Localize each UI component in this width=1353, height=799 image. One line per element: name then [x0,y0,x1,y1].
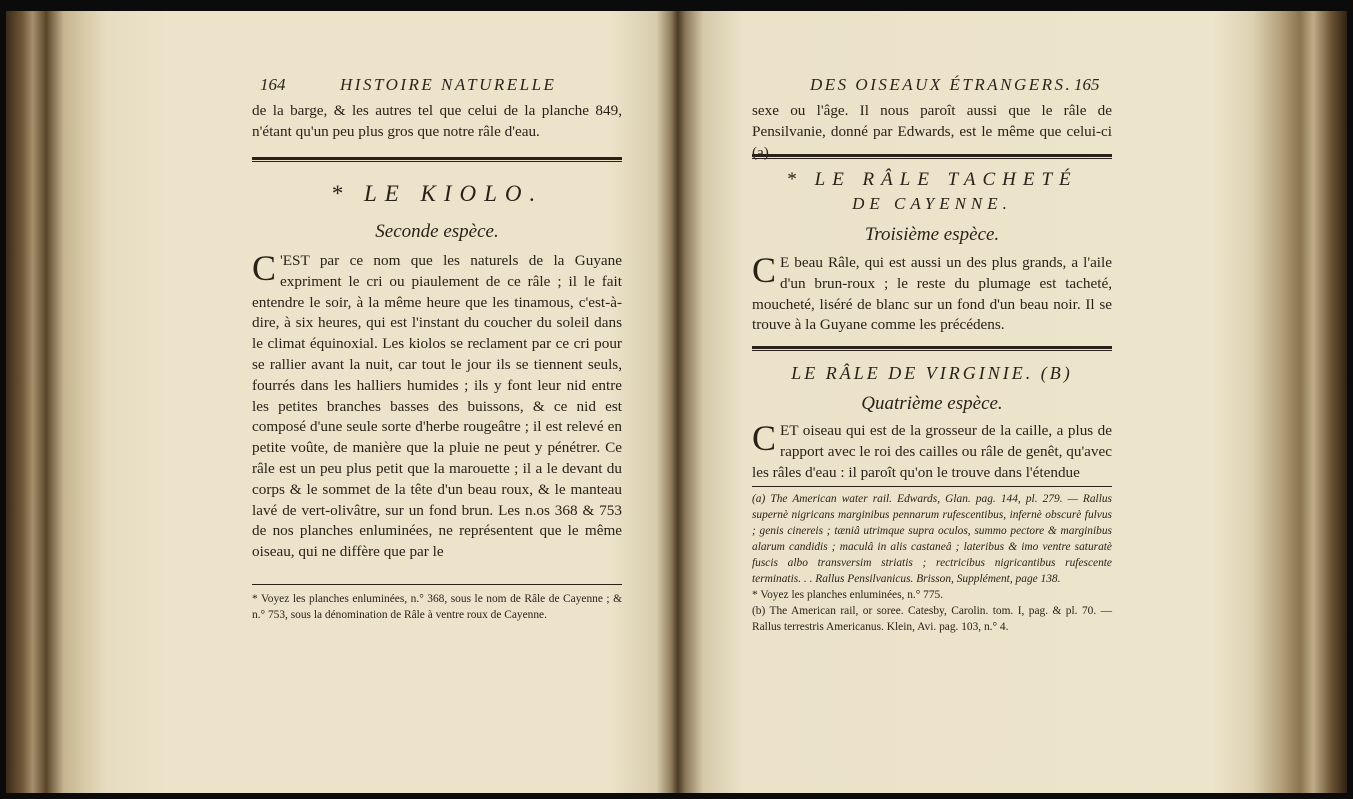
intro-text-left: de la barge, & les autres tel que celui de la planche 849, n'étant qu'un peu plus gros que notre râle d'eau. [252,102,622,140]
intro-text-right: sexe ou l'âge. Il nous paroît aussi que le râle de Pensilvanie, donné par Edwards, est le même que celui-ci (a). [752,102,1112,161]
running-head-left [252,75,622,99]
section-subheading-quatrieme: Quatrième espèce. [861,393,1003,414]
section-rule [252,157,622,162]
section-heading-kiolo: * LE KIOLO. [330,181,544,206]
footnotes-right [752,491,1112,635]
body-text-rale-virginie: C ET oiseau qui est de la grosseur de la caille, a plus de rapport avec le roi des cailles ou râle de genêt, qu'avec les râles d'eau : il paroît qu'on le trouve dans l'étendue [752,418,1112,481]
drop-cap: C [752,250,777,290]
footnote-rule [252,584,622,585]
footnote-star: * Voyez les planches enluminées, n.° 775. [752,589,944,601]
section-heading-rale-tachete: * LE RÂLE TACHETÉ [786,169,1078,190]
footnote-star: * Voyez les planches enluminées, n.° 368, sous le nom de Râle de Cayenne ; & n.° 753, sous la dénomination de Râle à ventre roux de Cayenne. [252,593,622,621]
section-heading-de-cayenne: DE CAYENNE. [852,194,1012,213]
footnote-a: (a) The American water rail. Edwards, Glan. pag. 144, pl. 279. — Rallus supernè nigricans marginibus pennarum rufescentibus, infernè obscurè fulvus ; genis cinereis ; tæniâ utrimque supra oculos, summo pectore & marginibus alarum candidis ; maculâ in alis castaneâ ; lateribus & imo ventre saturatè fuscis albo transversim striatis ; rectricibus nigricantibus rufescente terminatis. . . Rallus Pensilvanicus. Brisson, Supplément, page 138. [752,493,1112,585]
body-text-rale-tachete: C E beau Râle, qui est aussi un des plus grands, a l'aile d'un brun-roux ; le reste du plumage est tacheté, moucheté, liséré de blanc sur un fond d'un beau noir. Il se trouve à la Guyane comme les précédens. [752,250,1112,334]
section-rule [752,346,1112,351]
drop-cap: C [252,248,277,288]
drop-cap: C [752,418,777,458]
section-heading-rale-virginie: LE RÂLE DE VIRGINIE. (B) [791,363,1073,383]
running-head-right [752,75,1112,99]
section-subheading-troisieme: Troisième espèce. [864,224,1000,245]
footnote-b: (b) The American rail, or soree. Catesby, Carolin. tom. I, pag. & pl. 70. — Rallus terrestris Americanus. Klein, Avi. pag. 103, n.° 4. [752,605,1112,633]
section-rule [752,154,1112,159]
footnotes-left [252,591,622,623]
left-page [252,11,622,793]
page-number-left: 164 [260,75,286,94]
running-title-right: DES OISEAUX ÉTRANGERS. [810,75,1073,94]
page-number-right: 165 [1074,75,1100,94]
footnote-rule [752,486,1112,487]
open-book [6,11,1347,793]
running-title-left: HISTOIRE NATURELLE [340,75,557,94]
section-subheading-kiolo: Seconde espèce. [375,221,499,242]
right-page [752,11,1112,793]
body-text-kiolo: C 'EST par ce nom que les naturels de la Guyane expriment le cri ou piaulement de ce râle ; il le fait entendre le soir, à la même heure que les tinamous, c'est-à-dire, à six heures, qui est l'instant du coucher du soleil dans le climat équinoxial. Les kiolos se reclament par ce cri pour se rallier avant la nuit, car tout le jour ils se tiennent seuls, fourrés dans les halliers humides ; ils y font leur nid entre les petites branches basses des buissons, & ce nid est composé d'une seule sorte d'herbe rougeâtre ; il est relevé en petite voûte, de manière que la pluie ne peut y pénétrer. Ce râle est un peu plus petit que la marouette ; il a le devant du corps & le sommet de la tête d'un beau roux, & le manteau lavé de vert-olivâtre, sur un fond brun. Les n.os 368 & 753 de nos planches enluminées, ne représentent que le même oiseau, qui ne diffère que par le [252,248,622,561]
